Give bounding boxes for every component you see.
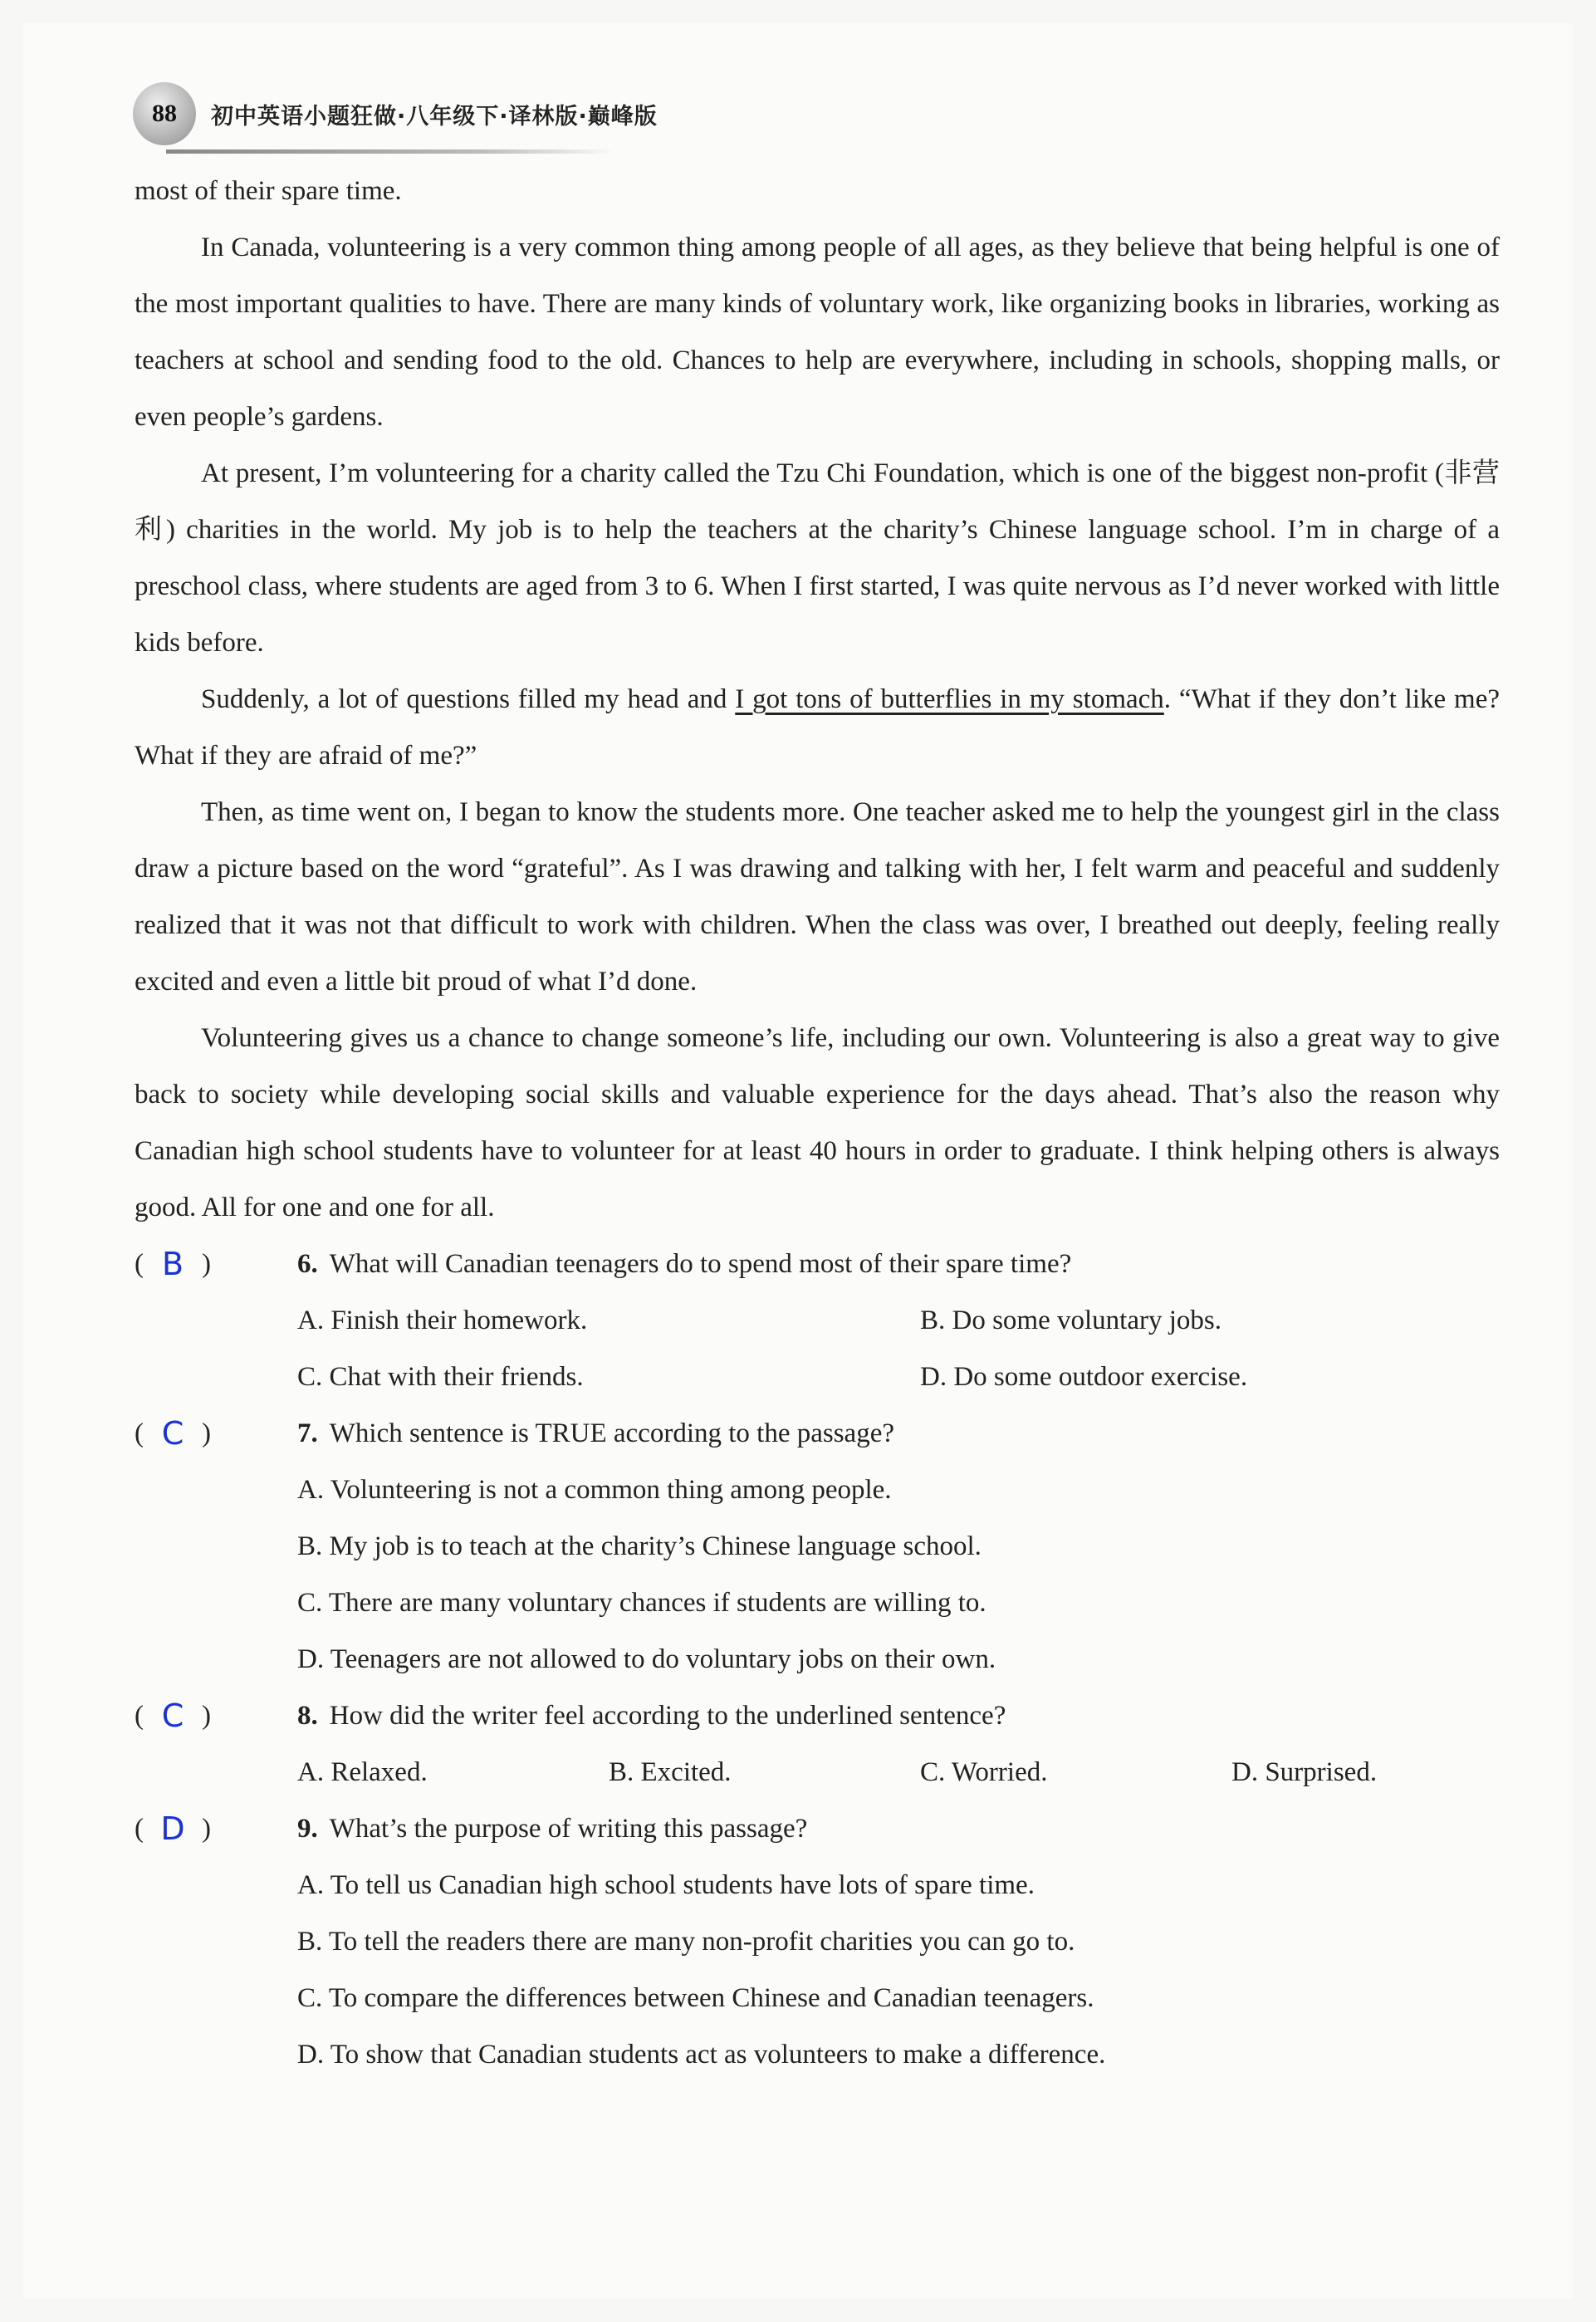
question-7: ( C ) 7. Which sentence is TRUE according to the passage? A. Volunteering is not a common thing among people. B. My job is to teach at the charity’s Chinese language school. C. There are many voluntary chances if students are willing to. D. Teenagers are not allowed to do voluntary jobs on their own. bbox=[135, 1405, 1500, 1688]
option: A. Volunteering is not a common thing among people. bbox=[297, 1475, 892, 1505]
option: B. Do some voluntary jobs. bbox=[920, 1306, 1221, 1335]
paragraph: Volunteering gives us a chance to change someone’s life, including our own. Volunteering is also a great way to give back to society while developing social skills and valuable experience for the days ahead. That’s also the reason why Canadian high school students have to volunteer for at least 40 hours in order to graduate. I think helping others is always good. All for one and one for all. bbox=[135, 1023, 1500, 1222]
page-number: 88 bbox=[133, 82, 196, 145]
question-9: ( D ) 9. What’s the purpose of writing this passage? A. To tell us Canadian high school students have lots of spare time. B. To tell the readers there are many non-profit charities you can go to. C. To compare the differences between Chinese and Canadian teenagers. D. To show that Canadian students act as volunteers to make a difference. bbox=[135, 1800, 1500, 2083]
question-number: 7. bbox=[297, 1418, 318, 1448]
option: B. Excited. bbox=[609, 1757, 732, 1787]
header-divider bbox=[166, 149, 614, 154]
option: D. To show that Canadian students act as volunteers to make a difference. bbox=[297, 2040, 1106, 2070]
paragraph: In Canada, volunteering is a very common thing among people of all ages, as they believe that being helpful is one of the most important qualities to have. There are many kinds of voluntary work, like organizing books in libraries, working as teachers at school and sending food to the old. Chances to help are everywhere, including in schools, shopping malls, or even people’s gardens. bbox=[135, 233, 1500, 432]
option: B. To tell the readers there are many non-profit charities you can go to. bbox=[297, 1927, 1075, 1957]
question-number: 6. bbox=[297, 1249, 318, 1279]
underlined-sentence: I got tons of butterflies in my stomach bbox=[735, 684, 1164, 714]
answer: C bbox=[161, 1415, 184, 1452]
question-number: 9. bbox=[297, 1814, 318, 1844]
question-text: Which sentence is TRUE according to the passage? bbox=[329, 1418, 894, 1448]
question-6: ( B ) 6. What will Canadian teenagers do to spend most of their spare time? A. Finish their homework. B. Do some voluntary jobs. C. Chat with their friends. D. Do some outdoor exercise. bbox=[135, 1236, 1500, 1405]
question-text: How did the writer feel according to the underlined sentence? bbox=[329, 1701, 1006, 1731]
paragraph bbox=[135, 671, 1500, 784]
paragraph: most of their spare time. bbox=[135, 176, 402, 206]
option: C. To compare the differences between Chinese and Canadian teenagers. bbox=[297, 1983, 1094, 2013]
paragraph: Then, as time went on, I began to know the students more. One teacher asked me to help the youngest girl in the class draw a picture based on the word “grateful”. As I was drawing and talking with her, I felt warm and peaceful and suddenly realized that it was not that difficult to work with children. When the class was over, I breathed out deeply, feeling really excited and even a little bit proud of what I’d done. bbox=[135, 797, 1500, 997]
option: D. Teenagers are not allowed to do voluntary jobs on their own. bbox=[297, 1644, 996, 1674]
option: A. Finish their homework. bbox=[297, 1306, 588, 1335]
question-text: What will Canadian teenagers do to spend most of their spare time? bbox=[329, 1249, 1072, 1279]
option: C. Worried. bbox=[920, 1757, 1048, 1787]
page-header bbox=[133, 76, 658, 151]
answer: D bbox=[160, 1810, 185, 1847]
content bbox=[135, 163, 1500, 2083]
option: A. To tell us Canadian high school students have lots of spare time. bbox=[297, 1870, 1035, 1900]
paragraph: At present, I’m volunteering for a charity called the Tzu Chi Foundation, which is one of the biggest non-profit (非营利) charities in the world. My job is to help the teachers at the charity’s Chinese language school. I’m in charge of a preschool class, where students are aged from 3 to 6. When I first started, I was quite nervous as I’d never worked with little kids before. bbox=[135, 458, 1500, 658]
answer: C bbox=[161, 1697, 184, 1734]
question-8: ( C ) 8. How did the writer feel according to the underlined sentence? A. Relaxed. B. Excited. C. Worried. D. Surprised. bbox=[135, 1688, 1500, 1800]
option: B. My job is to teach at the charity’s Chinese language school. bbox=[297, 1531, 982, 1561]
text: . “What if they don’t like me? What if they are afraid of me?” bbox=[135, 684, 1500, 771]
option: D. Do some outdoor exercise. bbox=[920, 1362, 1248, 1392]
option: C. Chat with their friends. bbox=[297, 1362, 584, 1392]
option: C. There are many voluntary chances if students are willing to. bbox=[297, 1588, 986, 1618]
option: D. Surprised. bbox=[1231, 1757, 1378, 1787]
option: A. Relaxed. bbox=[297, 1757, 428, 1787]
answer: B bbox=[161, 1246, 184, 1282]
text: Suddenly, a lot of questions filled my head and bbox=[201, 684, 736, 714]
book-title: 初中英语小题狂做·八年级下·译林版·巅峰版 bbox=[211, 103, 658, 130]
question-number: 8. bbox=[297, 1701, 318, 1731]
question-text: What’s the purpose of writing this passage? bbox=[329, 1814, 808, 1844]
